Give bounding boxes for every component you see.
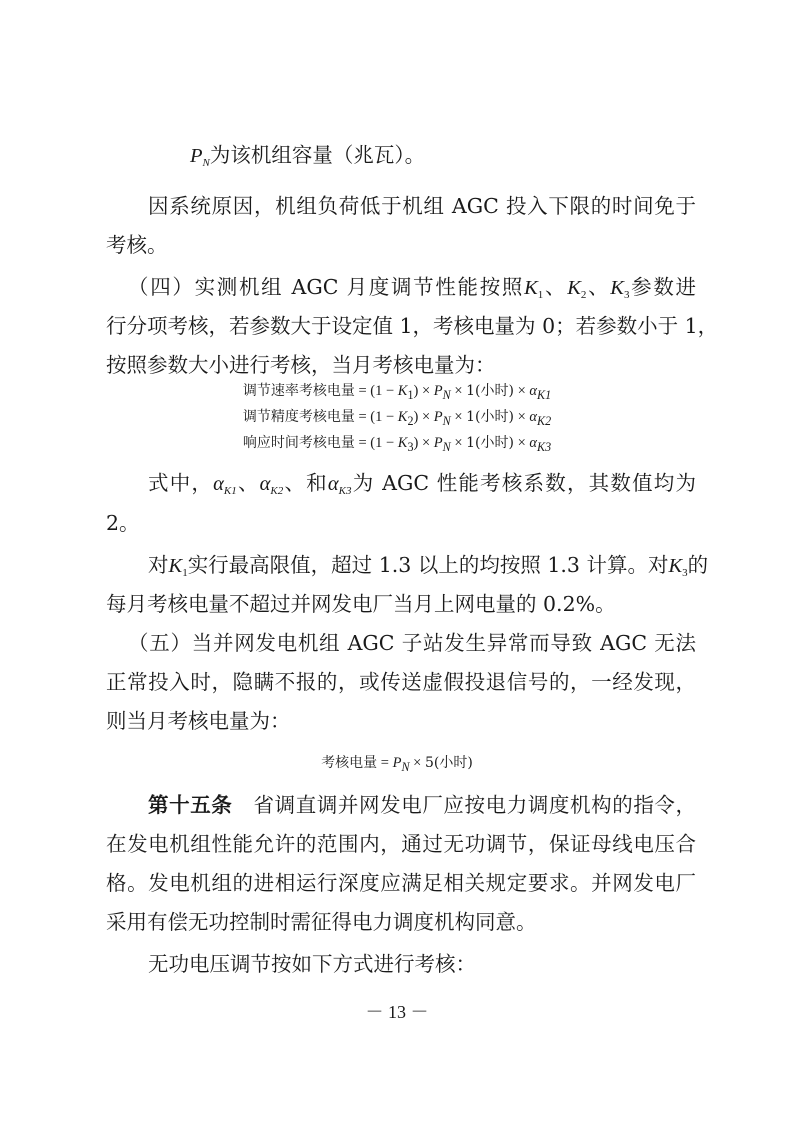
page-number: － 13 － bbox=[365, 1002, 429, 1022]
paragraph-line: 因系统原因，机组负荷低于机组 AGC 投入下限的时间免于 bbox=[148, 194, 696, 218]
paragraph-line: 按照参数大小进行考核，当月考核电量为： bbox=[106, 353, 496, 377]
paragraph-line: 式中，$\alpha_{K1}$、$\alpha_{K2}$、和$\alpha_{K3}$为 AGC 性能考核系数，其数值均为 bbox=[148, 471, 697, 497]
paragraph-line: （四）实测机组 AGC 月度调节性能按照K1、K2、K3参数进 bbox=[128, 275, 697, 301]
paragraph-line: 采用有偿无功控制时需征得电力调度机构同意。 bbox=[106, 910, 537, 934]
formula-accuracy: 调节精度考核电量 = $(1 - K_2) \times P_N \times 1$(小时) × $\alpha_{K2}$ bbox=[242, 409, 552, 428]
paragraph-line: 每月考核电量不超过并网发电厂当月上网电量的 0.2%。 bbox=[106, 592, 616, 616]
paragraph-line: 2。 bbox=[106, 511, 140, 535]
paragraph-line: 行分项考核，若参数大于设定值 1，考核电量为 0；若参数小于 1， bbox=[106, 314, 719, 338]
symbol-pn: $P_N$ bbox=[190, 145, 210, 169]
article-number: 第十五条 bbox=[148, 793, 233, 817]
paragraph-line: 考核。 bbox=[106, 233, 168, 257]
paragraph-line: 格。发电机组的进相运行深度应满足相关规定要求。并网发电厂 bbox=[106, 871, 696, 895]
formula-rate: 调节速率考核电量 = $(1 - K_1) \times P_N \times 1$(小时) × $\alpha_{K1}$ bbox=[242, 383, 552, 402]
article-heading-line: 第十五条 省调直调并网发电厂应按电力调度机构的指令， bbox=[148, 793, 697, 817]
formula-total: 考核电量 = $P_N \times 5$(小时) bbox=[321, 755, 473, 774]
formula-response: 响应时间考核电量 = $(1 - K_3) \times P_N \times 1$(小时) × $\alpha_{K3}$ bbox=[242, 435, 552, 454]
text-line: $P_N$为该机组容量（兆瓦）。 bbox=[190, 143, 426, 169]
paragraph-line: 无功电压调节按如下方式进行考核： bbox=[148, 952, 476, 976]
paragraph-line: （五）当并网发电机组 AGC 子站发生异常而导致 AGC 无法 bbox=[128, 631, 696, 655]
paragraph-line: 则当月考核电量为： bbox=[106, 709, 291, 733]
paragraph-line: 正常投入时，隐瞒不报的，或传送虚假投退信号的，一经发现， bbox=[106, 670, 696, 694]
paragraph-line: 对K1实行最高限值，超过 1.3 以上的均按照 1.3 计算。对K3的 bbox=[148, 553, 709, 579]
paragraph-line: 在发电机组性能允许的范围内，通过无功调节，保证母线电压合 bbox=[106, 832, 696, 856]
